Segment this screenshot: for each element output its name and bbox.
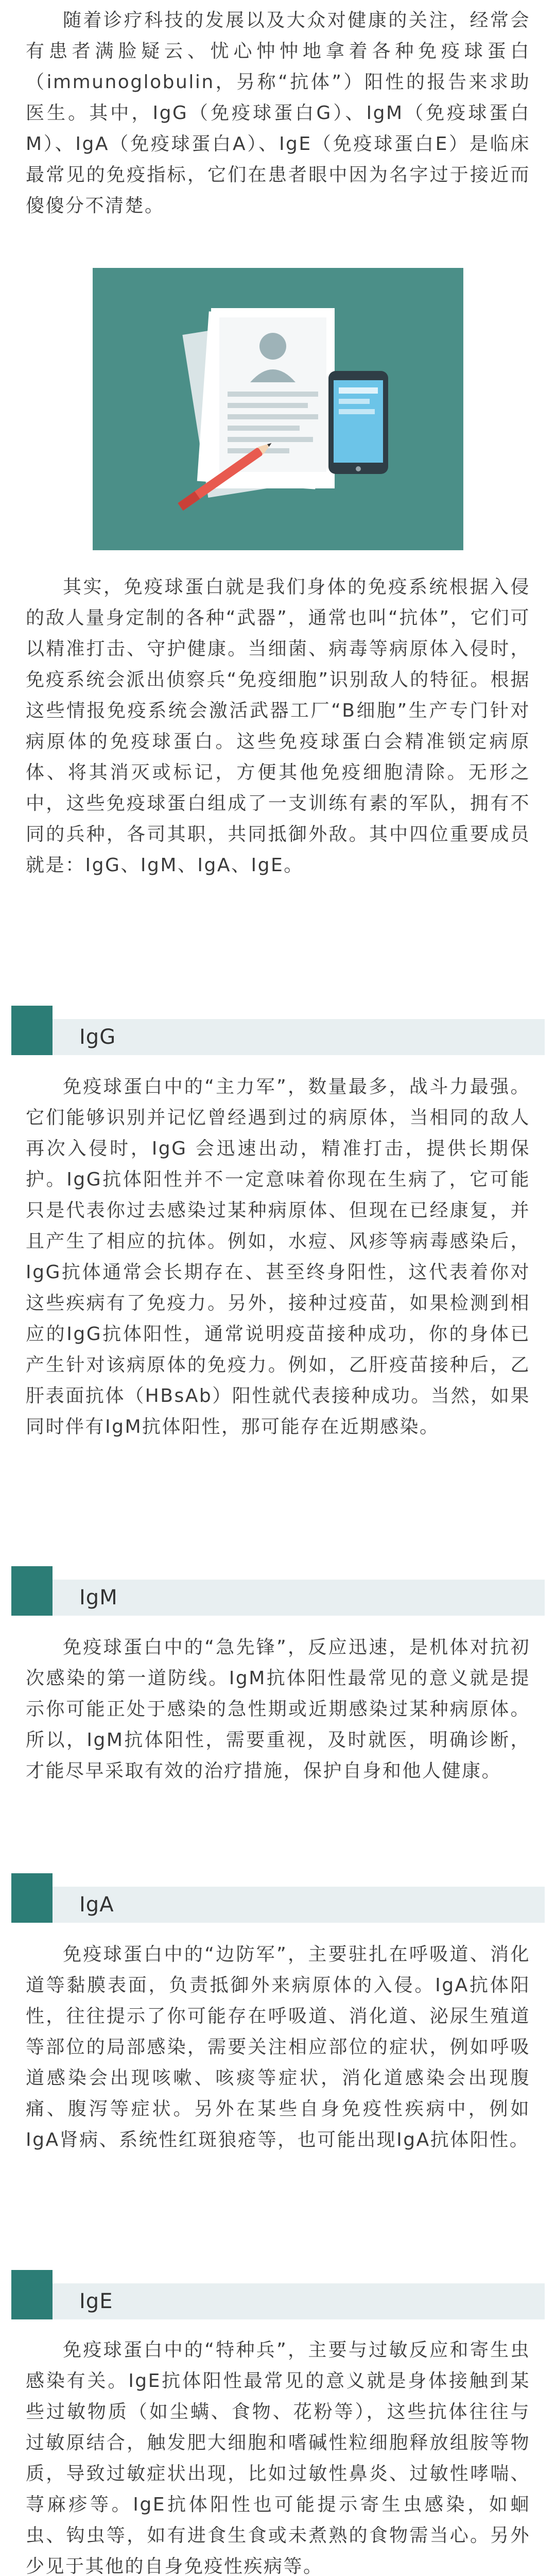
- section-title-bar: [53, 1019, 545, 1055]
- illustration-svg: [93, 268, 463, 550]
- intro-paragraph-2: 其实，免疫球蛋白就是我们身体的免疫系统根据入侵的敌人量身定制的各种“武器”，通常也叫“抗体”，它们可以精准打击、守护健康。当细菌、病毒等病原体入侵时，免疫系统会派出侦察兵“免疫细胞”识别敌人的特征。根据这些情报免疫系统会激活武器工厂“B细胞”生产专门针对病原体的免疫球蛋白。这些免疫球蛋白会精准锁定病原体、将其消灭或标记，方便其他免疫细胞清除。无形之中，这些免疫球蛋白组成了一支训练有素的军队，拥有不同的兵种，各司其职，共同抵御外敌。其中四位重要成员就是：IgG、IgM、IgA、IgE。: [26, 577, 530, 876]
- section-title-bar: [53, 2283, 545, 2319]
- section-igm-text: 免疫球蛋白中的“急先锋”，反应迅速，是机体对抗初次感染的第一道防线。IgM抗体阳性最常见的意义就是提示你可能正处于感染的急性期或近期感染过某种病原体。所以，IgM抗体阳性，需要重视，及时就医，明确诊断，才能尽早采取有效的治疗措施，保护自身和他人健康。: [26, 1637, 530, 1782]
- section-accent-block: [11, 2270, 53, 2319]
- section-accent-block: [11, 1006, 53, 1055]
- medical-report-icon: [182, 308, 335, 498]
- section-header-igm: [11, 1566, 545, 1616]
- section-ige-text: 免疫球蛋白中的“特种兵”，主要与过敏反应和寄生虫感染有关。IgE抗体阳性最常见的意义就是身体接触到某些过敏物质（如尘螨、食物、花粉等），这些抗体往往与过敏原结合，触发肥大细胞和嗜碱性粒细胞释放组胺等物质，导致过敏症状出现，比如过敏性鼻炎、过敏性哮喘、荨麻疹等。IgE抗体阳性也可能提示寄生虫感染，如蛔虫、钩虫等，如有进食生食或未煮熟的食物需当心。另外少见于其他的自身免疫性疾病等。: [26, 2340, 530, 2576]
- section-accent-block: [11, 1566, 53, 1616]
- smartphone-icon: [328, 371, 388, 474]
- section-iga-text: 免疫球蛋白中的“边防军”，主要驻扎在呼吸道、消化道等黏膜表面，负责抵御外来病原体的入侵。IgA抗体阳性，往往提示了你可能存在呼吸道、消化道、泌尿生殖道等部位的局部感染，需要关注相应部位的症状，例如呼吸道感染会出现咳嗽、咳痰等症状，消化道感染会出现腹痛、腹泻等症状。另外在某些自身免疫性疾病中，例如IgA肾病、系统性红斑狼疮等，也可能出现IgA抗体阳性。: [26, 1944, 530, 2150]
- section-accent-block: [11, 1873, 53, 1923]
- medical-report-illustration: [93, 268, 463, 550]
- section-igg-text: 免疫球蛋白中的“主力军”，数量最多，战斗力最强。它们能够识别并记忆曾经遇到过的病原体，当相同的敌人再次入侵时，IgG 会迅速出动，精准打击，提供长期保护。IgG抗体阳性并不一定意味着你现在生病了，它可能只是代表你过去感染过某种病原体、但现在已经康复，并且产生了相应的抗体。例如，水痘、风疹等病毒感染后，IgG抗体通常会长期存在、甚至终身阳性，这代表着你对这些疾病有了免疫力。另外，接种过疫苗，如果检测到相应的IgG抗体阳性，通常说明疫苗接种成功，你的身体已产生针对该病原体的免疫力。例如，乙肝疫苗接种后，乙肝表面抗体（HBsAb）阳性就代表接种成功。当然，如果同时伴有IgM抗体阳性，那可能存在近期感染。: [26, 1076, 530, 1437]
- section-header-iga: [11, 1873, 545, 1923]
- section-title: IgA: [79, 1893, 114, 1917]
- section-header-igg: [11, 1006, 545, 1055]
- section-title-bar: [53, 1887, 545, 1923]
- section-title: IgM: [79, 1586, 118, 1609]
- intro-paragraph-1: 随着诊疗科技的发展以及大众对健康的关注，经常会有患者满脸疑云、忧心忡忡地拿着各种免疫球蛋白（immunoglobulin，另称“抗体”）阳性的报告来求助医生。其中，IgG（免疫球蛋白G）、IgM（免疫球蛋白M）、IgA（免疫球蛋白A）、IgE（免疫球蛋白E）是临床最常见的免疫指标，它们在患者眼中因为名字过于接近而傻傻分不清楚。: [26, 10, 530, 216]
- section-title: IgG: [79, 1025, 116, 1049]
- section-header-ige: [11, 2270, 545, 2319]
- section-title-bar: [53, 1580, 545, 1616]
- section-title: IgE: [79, 2290, 113, 2313]
